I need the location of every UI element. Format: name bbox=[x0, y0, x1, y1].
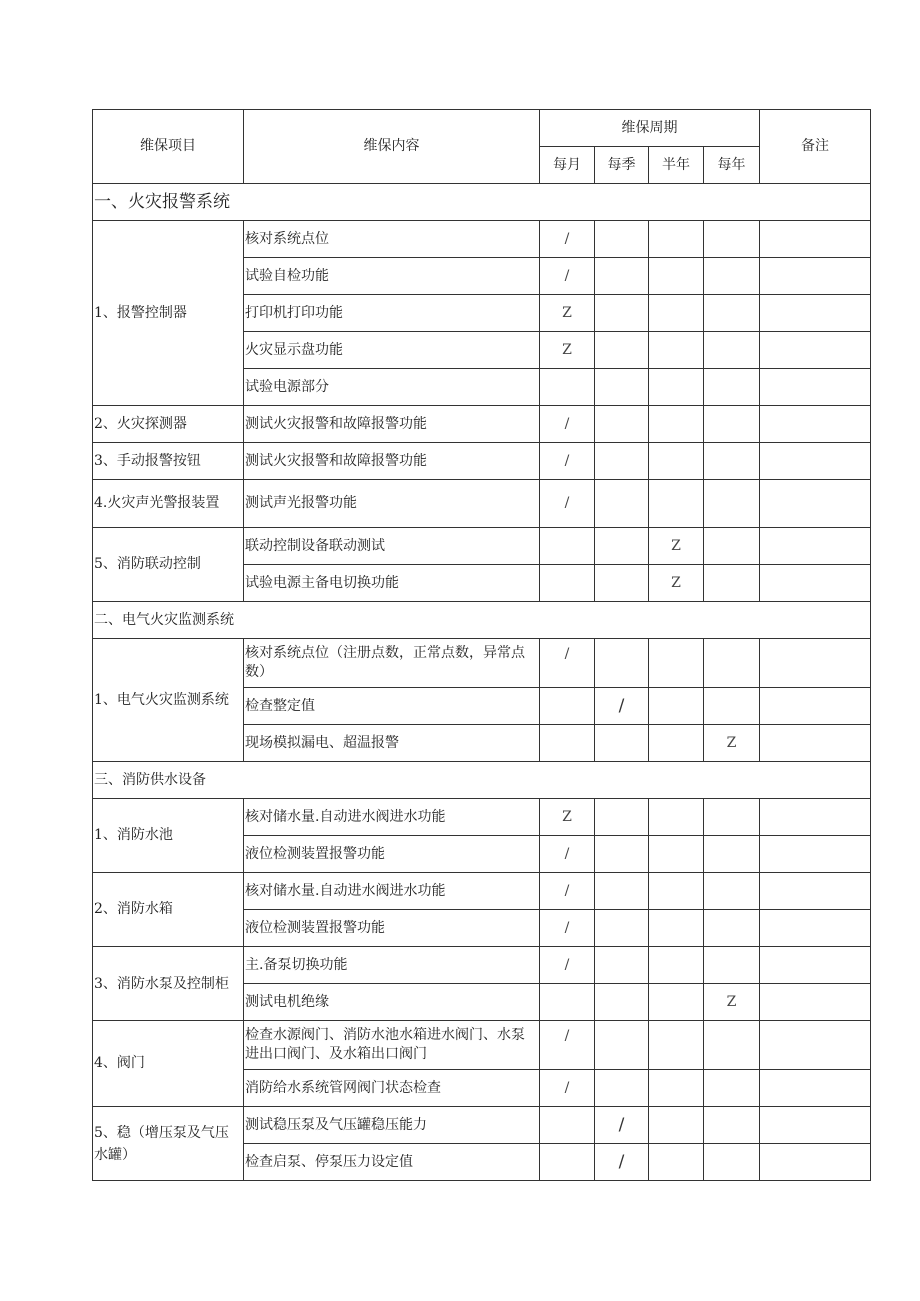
remark-cell bbox=[760, 443, 871, 480]
mark-monthly: / bbox=[540, 947, 595, 984]
mark-monthly: / bbox=[540, 443, 595, 480]
mark-quarterly bbox=[595, 725, 649, 762]
mark-monthly bbox=[540, 725, 595, 762]
header-quarterly: 每季 bbox=[595, 147, 649, 184]
mark-halfyear bbox=[649, 1144, 704, 1181]
section-fire-water-supply: 三、消防供水设备 bbox=[93, 762, 871, 799]
mark-monthly: / bbox=[540, 258, 595, 295]
task-cell: 检查启泵、停泵压力设定值 bbox=[244, 1144, 540, 1181]
remark-cell bbox=[760, 1144, 871, 1181]
mark-yearly bbox=[704, 1021, 760, 1070]
mark-halfyear bbox=[649, 639, 704, 688]
remark-cell bbox=[760, 528, 871, 565]
item-manual-alarm-button: 3、手动报警按钮 bbox=[93, 443, 244, 480]
mark-yearly bbox=[704, 528, 760, 565]
remark-cell bbox=[760, 295, 871, 332]
mark-halfyear bbox=[649, 873, 704, 910]
mark-halfyear bbox=[649, 221, 704, 258]
mark-monthly: / bbox=[540, 1070, 595, 1107]
mark-yearly bbox=[704, 406, 760, 443]
mark-monthly: / bbox=[540, 1021, 595, 1070]
mark-halfyear bbox=[649, 1107, 704, 1144]
task-cell: 核对储水量.自动进水阀进水功能 bbox=[244, 799, 540, 836]
mark-yearly bbox=[704, 443, 760, 480]
mark-monthly: / bbox=[540, 910, 595, 947]
mark-quarterly bbox=[595, 836, 649, 873]
section-electrical-fire-monitoring: 二、电气火灾监测系统 bbox=[93, 602, 871, 639]
mark-halfyear bbox=[649, 984, 704, 1021]
task-cell: 现场模拟漏电、超温报警 bbox=[244, 725, 540, 762]
mark-halfyear bbox=[649, 836, 704, 873]
mark-quarterly bbox=[595, 406, 649, 443]
remark-cell bbox=[760, 406, 871, 443]
mark-quarterly bbox=[595, 480, 649, 528]
mark-yearly bbox=[704, 688, 760, 725]
task-cell: 测试声光报警功能 bbox=[244, 480, 540, 528]
remark-cell bbox=[760, 639, 871, 688]
mark-monthly: Z bbox=[540, 799, 595, 836]
mark-quarterly bbox=[595, 443, 649, 480]
task-cell: 测试火灾报警和故障报警功能 bbox=[244, 443, 540, 480]
mark-halfyear bbox=[649, 1021, 704, 1070]
mark-yearly bbox=[704, 480, 760, 528]
item-pressure-stabilizing-pump: 5、稳（增压泵及气压水罐） bbox=[93, 1107, 244, 1181]
task-cell: 检查水源阀门、消防水池水箱进水阀门、水泵进出口阀门、及水箱出口阀门 bbox=[244, 1021, 540, 1070]
mark-halfyear: Z bbox=[649, 528, 704, 565]
maintenance-schedule-table bbox=[92, 109, 871, 1181]
mark-yearly bbox=[704, 332, 760, 369]
mark-monthly: / bbox=[540, 480, 595, 528]
header-yearly: 每年 bbox=[704, 147, 760, 184]
mark-yearly bbox=[704, 295, 760, 332]
task-cell: 消防给水系统管网阀门状态检查 bbox=[244, 1070, 540, 1107]
mark-yearly bbox=[704, 873, 760, 910]
mark-quarterly bbox=[595, 1070, 649, 1107]
remark-cell bbox=[760, 947, 871, 984]
mark-yearly bbox=[704, 639, 760, 688]
mark-quarterly bbox=[595, 1021, 649, 1070]
mark-halfyear: Z bbox=[649, 565, 704, 602]
mark-halfyear bbox=[649, 725, 704, 762]
header-content: 维保内容 bbox=[244, 110, 540, 184]
mark-halfyear bbox=[649, 369, 704, 406]
mark-yearly: Z bbox=[704, 725, 760, 762]
mark-quarterly bbox=[595, 984, 649, 1021]
mark-yearly bbox=[704, 947, 760, 984]
mark-quarterly bbox=[595, 221, 649, 258]
remark-cell bbox=[760, 984, 871, 1021]
mark-monthly bbox=[540, 1107, 595, 1144]
task-cell: 联动控制设备联动测试 bbox=[244, 528, 540, 565]
mark-quarterly: / bbox=[595, 1107, 649, 1144]
mark-halfyear bbox=[649, 443, 704, 480]
mark-halfyear bbox=[649, 947, 704, 984]
mark-monthly: / bbox=[540, 639, 595, 688]
mark-monthly bbox=[540, 369, 595, 406]
remark-cell bbox=[760, 332, 871, 369]
task-cell: 测试电机绝缘 bbox=[244, 984, 540, 1021]
item-fire-water-tank: 2、消防水箱 bbox=[93, 873, 244, 947]
item-fire-pump-control-cabinet: 3、消防水泵及控制柜 bbox=[93, 947, 244, 1021]
task-cell: 火灾显示盘功能 bbox=[244, 332, 540, 369]
mark-quarterly bbox=[595, 565, 649, 602]
item-sound-light-alarm: 4.火灾声光警报装置 bbox=[93, 480, 244, 528]
mark-yearly bbox=[704, 1107, 760, 1144]
mark-monthly: Z bbox=[540, 332, 595, 369]
task-cell: 核对储水量.自动进水阀进水功能 bbox=[244, 873, 540, 910]
task-cell: 打印机打印功能 bbox=[244, 295, 540, 332]
task-cell: 测试火灾报警和故障报警功能 bbox=[244, 406, 540, 443]
section-fire-alarm-system: 一、火灾报警系统 bbox=[93, 184, 871, 221]
mark-monthly: / bbox=[540, 836, 595, 873]
mark-yearly bbox=[704, 369, 760, 406]
mark-quarterly bbox=[595, 369, 649, 406]
mark-yearly bbox=[704, 221, 760, 258]
mark-yearly: Z bbox=[704, 984, 760, 1021]
mark-halfyear bbox=[649, 910, 704, 947]
mark-monthly bbox=[540, 984, 595, 1021]
mark-monthly: / bbox=[540, 873, 595, 910]
mark-quarterly: / bbox=[595, 1144, 649, 1181]
mark-quarterly bbox=[595, 258, 649, 295]
mark-yearly bbox=[704, 565, 760, 602]
mark-quarterly bbox=[595, 947, 649, 984]
remark-cell bbox=[760, 1021, 871, 1070]
mark-monthly bbox=[540, 565, 595, 602]
remark-cell bbox=[760, 221, 871, 258]
mark-quarterly bbox=[595, 332, 649, 369]
remark-cell bbox=[760, 910, 871, 947]
remark-cell bbox=[760, 1070, 871, 1107]
mark-yearly bbox=[704, 799, 760, 836]
remark-cell bbox=[760, 369, 871, 406]
mark-yearly bbox=[704, 836, 760, 873]
remark-cell bbox=[760, 725, 871, 762]
mark-halfyear bbox=[649, 406, 704, 443]
item-fire-detector: 2、火灾探测器 bbox=[93, 406, 244, 443]
task-cell: 核对系统点位 bbox=[244, 221, 540, 258]
task-cell: 试验电源主备电切换功能 bbox=[244, 565, 540, 602]
task-cell: 试验自检功能 bbox=[244, 258, 540, 295]
mark-quarterly bbox=[595, 639, 649, 688]
remark-cell bbox=[760, 836, 871, 873]
mark-yearly bbox=[704, 1144, 760, 1181]
task-cell: 液位检测装置报警功能 bbox=[244, 910, 540, 947]
header-halfyear: 半年 bbox=[649, 147, 704, 184]
mark-monthly bbox=[540, 688, 595, 725]
task-cell: 试验电源部分 bbox=[244, 369, 540, 406]
item-linkage-control: 5、消防联动控制 bbox=[93, 528, 244, 602]
mark-halfyear bbox=[649, 295, 704, 332]
mark-yearly bbox=[704, 1070, 760, 1107]
remark-cell bbox=[760, 1107, 871, 1144]
header-monthly: 每月 bbox=[540, 147, 595, 184]
mark-monthly: / bbox=[540, 221, 595, 258]
remark-cell bbox=[760, 258, 871, 295]
remark-cell bbox=[760, 873, 871, 910]
mark-quarterly bbox=[595, 910, 649, 947]
mark-quarterly: / bbox=[595, 688, 649, 725]
mark-quarterly bbox=[595, 528, 649, 565]
item-fire-pool: 1、消防水池 bbox=[93, 799, 244, 873]
task-cell: 检查整定值 bbox=[244, 688, 540, 725]
header-period: 维保周期 bbox=[540, 110, 760, 147]
mark-monthly: Z bbox=[540, 295, 595, 332]
mark-monthly bbox=[540, 528, 595, 565]
item-alarm-controller: 1、报警控制器 bbox=[93, 221, 244, 406]
mark-halfyear bbox=[649, 480, 704, 528]
remark-cell bbox=[760, 480, 871, 528]
mark-halfyear bbox=[649, 332, 704, 369]
item-valves: 4、阀门 bbox=[93, 1021, 244, 1107]
mark-halfyear bbox=[649, 258, 704, 295]
task-cell: 测试稳压泵及气压罐稳压能力 bbox=[244, 1107, 540, 1144]
header-item: 维保项目 bbox=[93, 110, 244, 184]
header-remark: 备注 bbox=[760, 110, 871, 184]
remark-cell bbox=[760, 565, 871, 602]
mark-yearly bbox=[704, 258, 760, 295]
mark-halfyear bbox=[649, 799, 704, 836]
mark-monthly bbox=[540, 1144, 595, 1181]
remark-cell bbox=[760, 799, 871, 836]
mark-halfyear bbox=[649, 688, 704, 725]
mark-halfyear bbox=[649, 1070, 704, 1107]
task-cell: 主.备泵切换功能 bbox=[244, 947, 540, 984]
mark-quarterly bbox=[595, 799, 649, 836]
mark-quarterly bbox=[595, 295, 649, 332]
task-cell: 核对系统点位（注册点数，正常点数，异常点数） bbox=[244, 639, 540, 688]
mark-monthly: / bbox=[540, 406, 595, 443]
item-electrical-fire-monitoring: 1、电气火灾监测系统 bbox=[93, 639, 244, 762]
mark-yearly bbox=[704, 910, 760, 947]
task-cell: 液位检测装置报警功能 bbox=[244, 836, 540, 873]
mark-quarterly bbox=[595, 873, 649, 910]
remark-cell bbox=[760, 688, 871, 725]
